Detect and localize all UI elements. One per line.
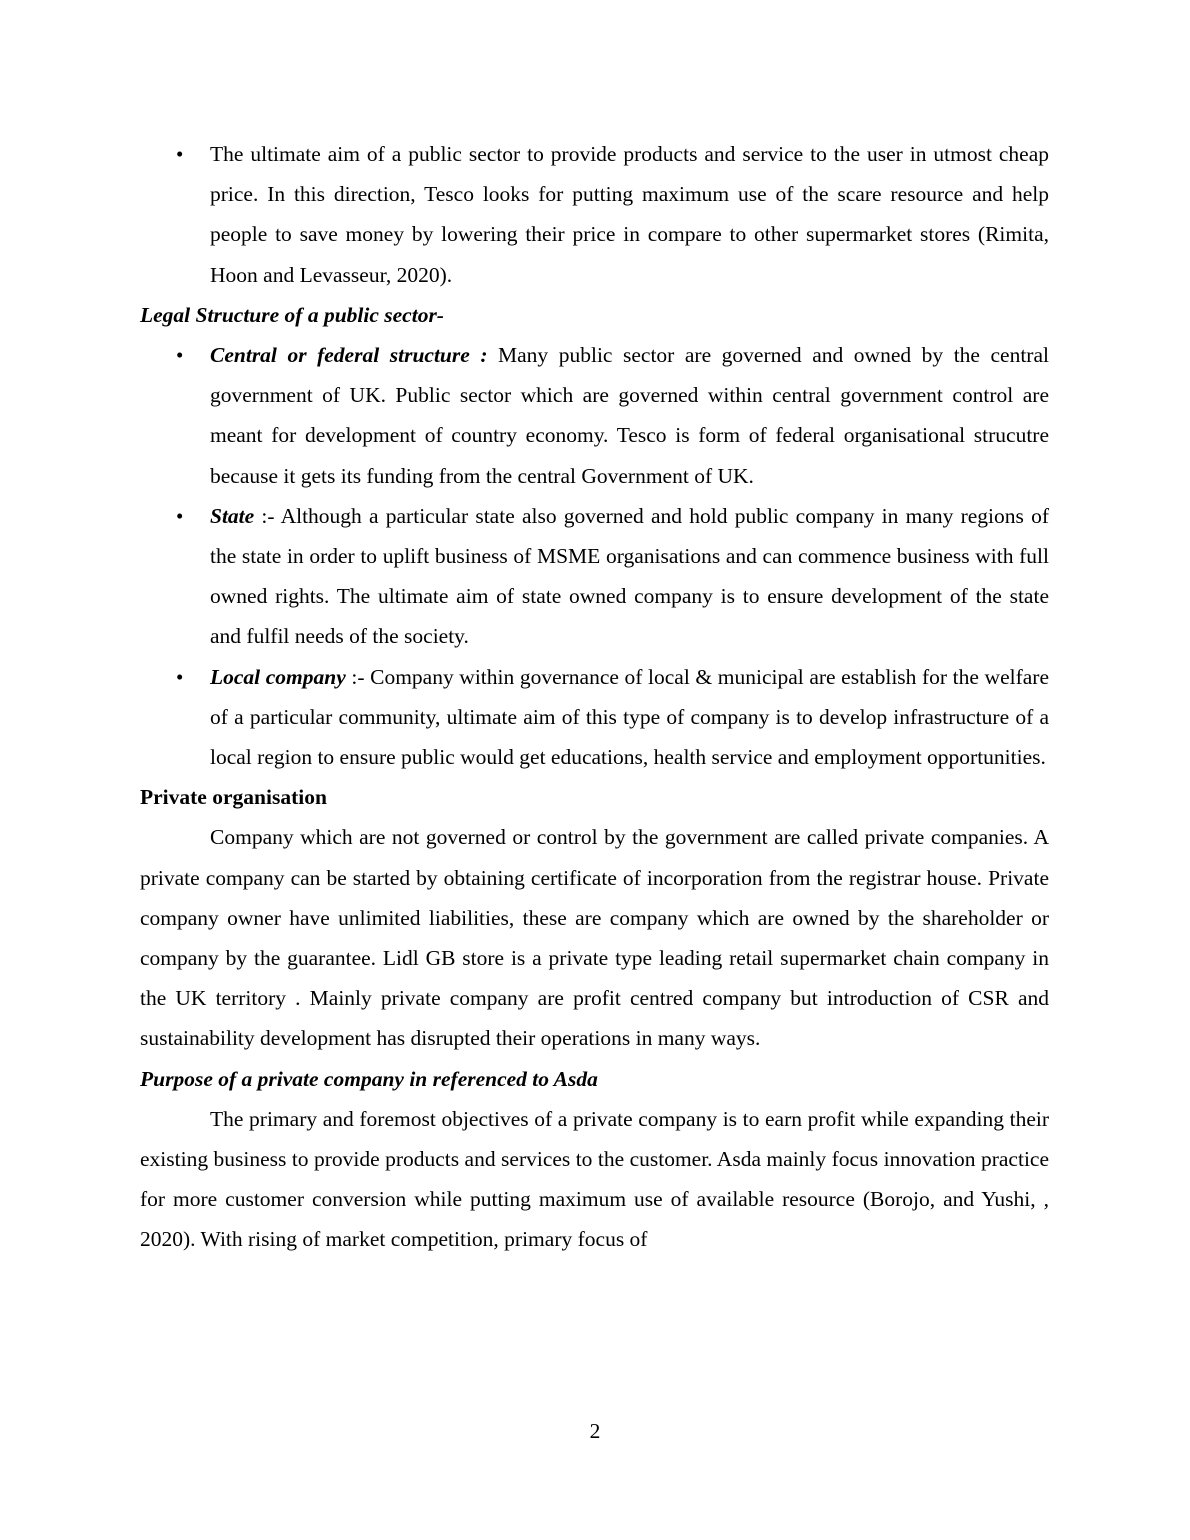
heading-legal-structure: Legal Structure of a public sector- — [140, 302, 444, 327]
paragraph-private-organisation: Company which are not governed or control by the government are called private companies. A private company can be started by obtaining certificate of incorporation from the registrar house. Private company owner have unlimited liabilities, these are company which are owned by the shareholder or company by the guarantee. Lidl GB store is a private type leading retail supermarket chain company in the UK territory . Mainly private company are profit centred company but introduction of CSR and sustainability development has disrupted their operations in many ways. — [140, 825, 1049, 1051]
paragraph-purpose-asda: The primary and foremost objectives of a private company is to earn profit while expanding their existing business to provide products and services to the customer. Asda mainly focus innovation practice for more customer conversion while putting maximum use of available resource (Borojo, and Yushi, , 2020). With rising of market competition, primary focus of — [140, 1106, 1049, 1252]
page-number: 2 — [589, 1419, 601, 1443]
page-content — [140, 134, 1049, 1260]
bullet-icon: • — [176, 664, 184, 689]
heading-purpose-asda: Purpose of a private company in referenced to Asda — [140, 1066, 598, 1091]
bullet-text: :- Company within governance of local & municipal are establish for the welfare of a particular community, ultimate aim of this type of company is to develop infrastructure of a local region to ensure public would get educations, health service and employment opportunities. — [210, 664, 1049, 770]
bullet-icon: • — [176, 343, 184, 368]
bullet-text: The ultimate aim of a public sector to provide products and service to the user in utmost cheap price. In this direction, Tesco looks for putting maximum use of the scare resource and help people to save money by lowering their price in compare to other supermarket stores (Rimita, Hoon and Levasseur, 2020). — [210, 142, 1049, 287]
bullet-term: Local company — [210, 664, 346, 689]
bullet-item-public-sector-aim — [140, 134, 1049, 295]
heading-private-organisation: Private organisation — [140, 785, 327, 810]
bullet-item-local-company — [140, 657, 1049, 778]
intro-bullet-list — [140, 134, 1049, 295]
bullet-item-state — [140, 496, 1049, 657]
bullet-term: State — [210, 503, 255, 528]
bullet-item-central-federal — [140, 335, 1049, 496]
bullet-text: :- Although a particular state also governed and hold public company in many regions of the state in order to uplift business of MSME organisations and can commence business with full owned rights. The ultimate aim of state owned company is to ensure development of the state and fulfil needs of the society. — [210, 503, 1049, 649]
bullet-icon: • — [176, 503, 184, 528]
legal-structure-list — [140, 335, 1049, 777]
bullet-icon: • — [176, 142, 184, 166]
bullet-text: Many public sector are governed and owned by the central government of UK. Public sector which are governed within central government control are meant for development of country economy. Tesco is form of federal organisational strucutre because it gets its funding from the central Government of UK. — [210, 343, 1049, 488]
bullet-term: Central or federal structure : — [210, 343, 488, 368]
